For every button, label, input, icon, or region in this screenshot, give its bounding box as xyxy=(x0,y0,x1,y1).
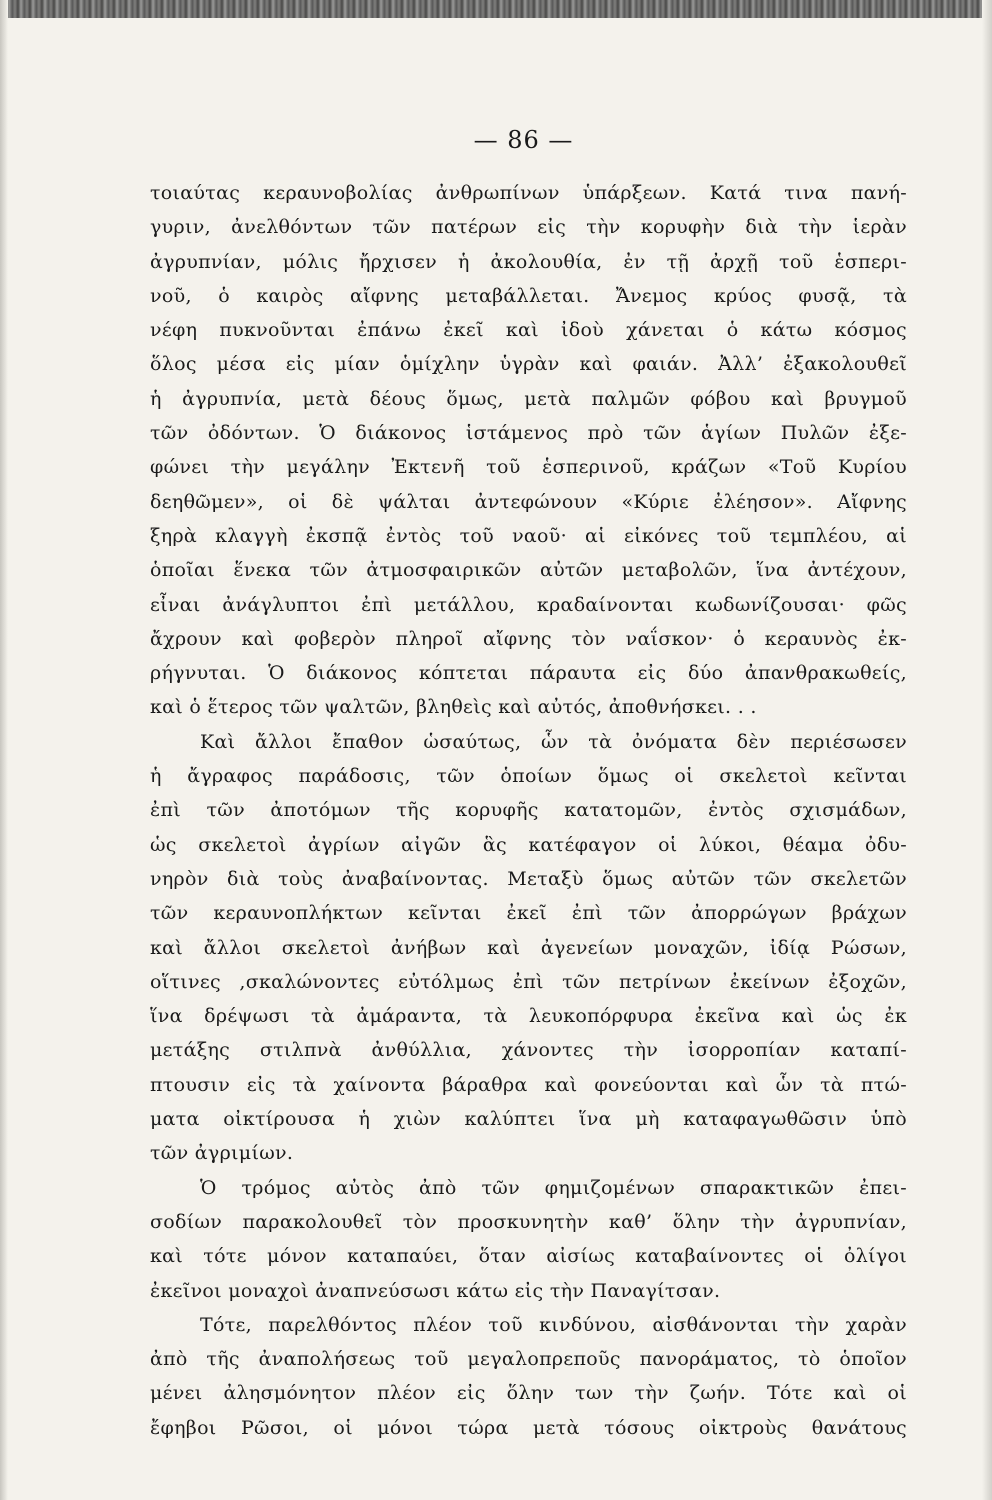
text-line: καὶ τότε μόνον καταπαύει, ὅταν αἰσίως καταβαίνοντες οἱ ὀλίγοι xyxy=(150,1245,907,1268)
text-line: ρήγνυται. Ὁ διάκονος κόπτεται πάραυτα εἰς δύο ἀπανθρακωθείς, xyxy=(150,662,907,685)
text-line: Ὁ τρόμος αὐτὸς ἀπὸ τῶν φημιζομένων σπαρακτικῶν ἐπει- xyxy=(200,1176,907,1199)
text-line: ἐπὶ τῶν ἀποτόμων τῆς κορυφῆς κατατομῶν, ἐντὸς σχισμάδων, xyxy=(150,799,907,822)
text-line: γυριν, ἀνελθόντων τῶν πατέρων εἰς τὴν κορυφὴν διὰ τὴν ἱερὰν xyxy=(150,216,907,239)
page-number: — 86 — xyxy=(473,126,574,154)
text-line: ἀπὸ τῆς ἀναπολήσεως τοῦ μεγαλοπρεποῦς πανοράματος, τὸ ὁποῖον xyxy=(150,1348,907,1371)
text-line: ὅλος μέσα εἰς μίαν ὁμίχλην ὑγρὰν καὶ φαιάν. Ἀλλ’ ἐξακολουθεῖ xyxy=(150,353,907,376)
text-line: τῶν ἀγριμίων. xyxy=(150,1142,294,1165)
text-line: μένει ἀλησμόνητον πλέον εἰς ὅλην των τὴν ζωήν. Τότε καὶ οἱ xyxy=(150,1382,907,1405)
text-line: πτουσιν εἰς τὰ χαίνοντα βάραθρα καὶ φονεύονται καὶ ὧν τὰ πτώ- xyxy=(150,1073,907,1096)
text-line: νοῦ, ὁ καιρὸς αἴφνης μεταβάλλεται. Ἄνεμος κρύος φυσᾷ, τὰ xyxy=(150,284,907,307)
text-line: δεηθῶμεν», οἱ δὲ ψάλται ἀντεφώνουν «Κύριε ἐλέησον». Αἴφνης xyxy=(150,490,907,513)
text-line: ὡς σκελετοὶ ἀγρίων αἰγῶν ἃς κατέφαγον οἱ λύκοι, θέαμα ὀδυ- xyxy=(150,833,907,856)
text-line: Τότε, παρελθόντος πλέον τοῦ κινδύνου, αἰσθάνονται τὴν χαρὰν xyxy=(200,1313,907,1336)
text-line: ἡ ἄγραφος παράδοσις, τῶν ὁποίων ὅμως οἱ σκελετοὶ κεῖνται xyxy=(150,765,907,788)
text-line: τῶν ὀδόντων. Ὁ διάκονος ἱστάμενος πρὸ τῶν ἁγίων Πυλῶν ἐξε- xyxy=(150,422,907,445)
text-line: τῶν κεραυνοπλήκτων κεῖνται ἐκεῖ ἐπὶ τῶν ἀπορρώγων βράχων xyxy=(150,902,907,925)
text-line: ὁποῖαι ἕνεκα τῶν ἀτμοσφαιρικῶν αὐτῶν μεταβολῶν, ἵνα ἀντέχουν, xyxy=(150,559,907,582)
text-line: ἵνα δρέψωσι τὰ ἀμάραντα, τὰ λευκοπόρφυρα ἐκεῖνα καὶ ὡς ἐκ xyxy=(150,1005,907,1028)
scan-right-edge xyxy=(982,0,992,1500)
text-line: ἔφηβοι Ρῶσοι, οἱ μόνοι τώρα μετὰ τόσους οἰκτροὺς θανάτους xyxy=(150,1416,907,1439)
text-line: ἐκεῖνοι μοναχοὶ ἀναπνεύσωσι κάτω εἰς τὴν Παναγίτσαν. xyxy=(150,1279,721,1302)
text-line: ματα οἰκτίρουσα ἡ χιὼν καλύπτει ἵνα μὴ καταφαγωθῶσιν ὑπὸ xyxy=(150,1108,907,1131)
text-line: μετάξης στιλπνὰ ἀνθύλλια, χάνοντες τὴν ἰσορροπίαν καταπί- xyxy=(150,1039,907,1062)
text-line: Καὶ ἄλλοι ἔπαθον ὡσαύτως, ὧν τὰ ὀνόματα δὲν περιέσωσεν xyxy=(200,730,907,753)
text-line: εἶναι ἀνάγλυπτοι ἐπὶ μετάλλου, κραδαίνονται κωδωνίζουσαι· φῶς xyxy=(150,593,907,616)
text-line: ἄχρουν καὶ φοβερὸν πληροῖ αἴφνης τὸν ναΐσκον· ὁ κεραυνὸς ἐκ- xyxy=(150,627,907,650)
body-text xyxy=(150,176,907,1445)
text-line: οἵτινες ,σκαλώνοντες εὐτόλμως ἐπὶ τῶν πετρίνων ἐκείνων ἐξοχῶν, xyxy=(150,970,907,993)
text-line: ἡ ἀγρυπνία, μετὰ δέους ὅμως, μετὰ παλμῶν φόβου καὶ βρυγμοῦ xyxy=(150,387,907,410)
text-line: καὶ ὁ ἕτερος τῶν ψαλτῶν, βληθεὶς καὶ αὐτός, ἀποθνήσκει. . . xyxy=(150,696,757,719)
text-line: τοιαύτας κεραυνοβολίας ἀνθρωπίνων ὑπάρξεων. Κατά τινα πανή- xyxy=(150,182,907,204)
text-line: φώνει τὴν μεγάλην Ἐκτενῆ τοῦ ἑσπερινοῦ, κράζων «Τοῦ Κυρίου xyxy=(150,456,907,479)
text-line: σοδίων παρακολουθεῖ τὸν προσκυνητὴν καθ’ ὅλην τὴν ἀγρυπνίαν, xyxy=(150,1210,907,1233)
text-line: ἀγρυπνίαν, μόλις ἤρχισεν ἡ ἀκολουθία, ἐν τῇ ἀρχῇ τοῦ ἑσπερι- xyxy=(150,250,907,273)
scan-top-edge xyxy=(0,0,992,18)
scan-left-edge xyxy=(0,0,8,1500)
text-line: νέφη πυκνοῦνται ἐπάνω ἐκεῖ καὶ ἰδοὺ χάνεται ὁ κάτω κόσμος xyxy=(150,319,907,342)
text-line: ξηρὰ κλαγγὴ ἐκσπᾷ ἐντὸς τοῦ ναοῦ· αἱ εἰκόνες τοῦ τεμπλέου, αἱ xyxy=(150,524,907,547)
text-line: νηρὸν διὰ τοὺς ἀναβαίνοντας. Μεταξὺ ὅμως αὐτῶν τῶν σκελετῶν xyxy=(150,867,907,890)
text-line: καὶ ἄλλοι σκελετοὶ ἀνήβων καὶ ἀγενείων μοναχῶν, ἰδίᾳ Ρώσων, xyxy=(150,936,907,959)
